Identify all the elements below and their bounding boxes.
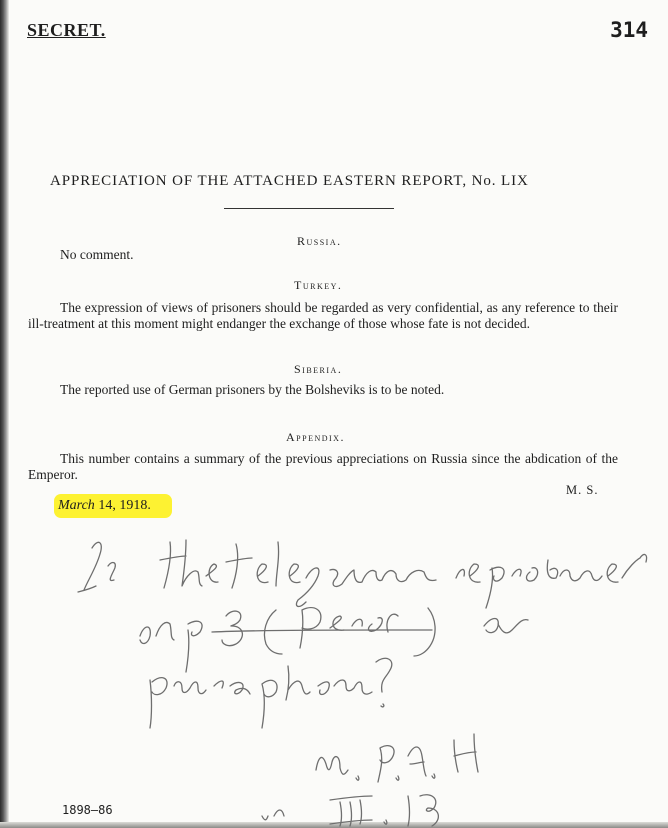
section-text-siberia: The reported use of German prisoners by the Bolsheviks is to be noted. [60,382,445,397]
section-heading-appendix: Appendix. [286,430,345,444]
section-heading-russia: Russia. [297,234,342,248]
section-text-turkey: The expression of views of prisoners should be regarded as very confidential, as any reference to their ill-treatment at this moment might endanger the exchange of those whose fate is not decided. [28,300,618,331]
section-text-appendix: This number contains a summary of the previous appreciations on Russia since the abdication of the Emperor. [28,451,618,482]
title-divider [224,208,394,209]
print-code: 1898—86 [62,803,113,817]
page-number: 314 [610,18,648,42]
document-date [58,498,151,514]
section-text-russia: No comment. [60,247,134,262]
handwritten-annotation [0,520,668,828]
section-heading-siberia: Siberia. [294,362,343,376]
date-month: March [58,498,95,513]
handwritten-note-line-2 [140,608,528,672]
handwritten-note-line-1 [78,540,647,608]
author-initials: M. S. [566,483,599,497]
section-heading-turkey: Turkey. [294,278,343,292]
handwritten-signature [262,734,478,826]
classification-label: SECRET. [27,20,106,40]
document-title: APPRECIATION OF THE ATTACHED EASTERN REPORT, No. LIX [50,173,529,189]
date-day-year: 14, 1918. [94,498,151,513]
